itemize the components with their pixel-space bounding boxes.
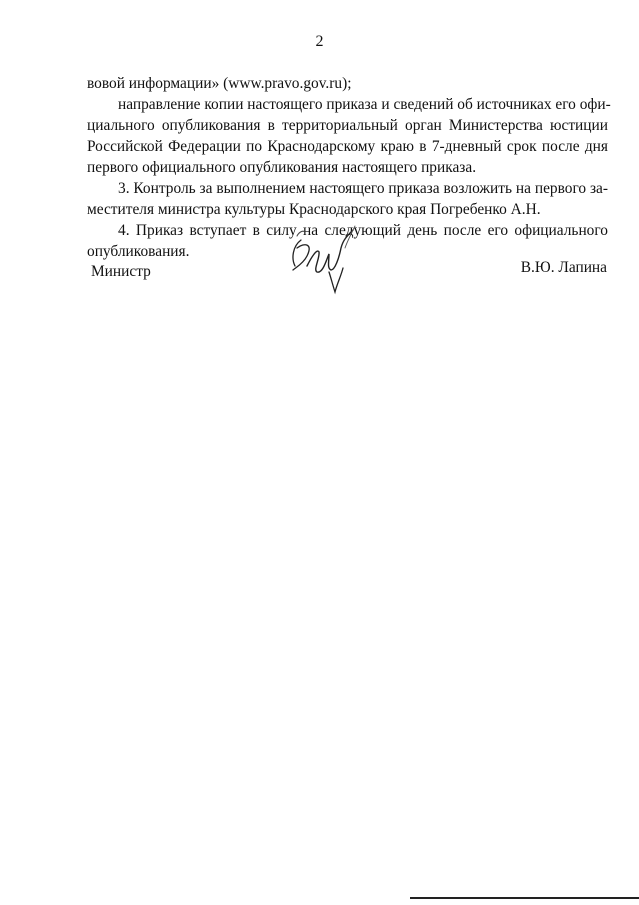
body-line: первого официального опубликования настоящего приказа. [87,159,477,176]
signature-image [283,218,363,296]
signer-name: В.Ю. Лапина [520,259,607,276]
body-line: опубликования. [87,243,190,260]
body-line: 4. Приказ вступает в силу на следующий день после его официального [118,222,608,239]
page-number: 2 [315,33,324,50]
body-line: циального опубликования в территориальный орган Министерства юстиции [87,117,608,134]
signer-title: Министр [91,263,151,280]
body-line: 3. Контроль за выполнением настоящего приказа возложить на первого за- [118,180,608,197]
body-line: направление копии настоящего приказа и сведений об источниках его офи- [118,96,611,113]
body-line: Российской Федерации по Краснодарскому краю в 7-дневный срок после дня [87,138,608,155]
scan-edge-line [410,897,639,899]
body-line: вовой информации» (www.pravo.gov.ru); [87,75,352,92]
body-line: местителя министра культуры Краснодарского края Погребенко А.Н. [87,201,541,218]
